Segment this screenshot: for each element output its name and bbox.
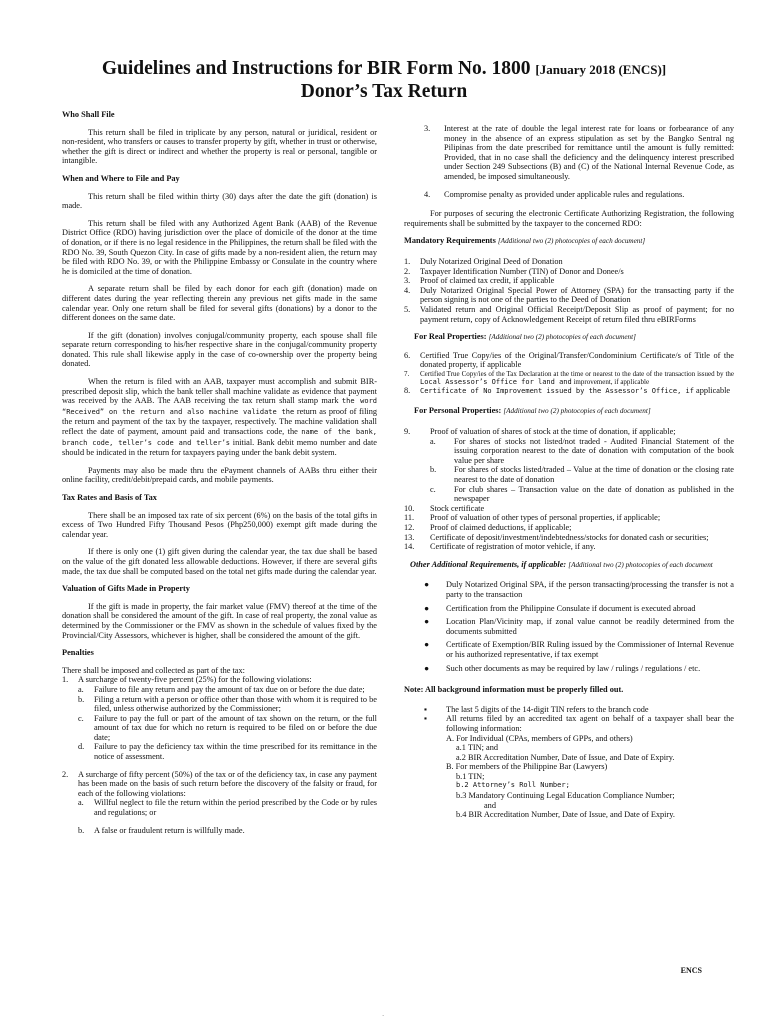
list-letter: a. [78, 798, 84, 808]
bullet-icon: ● [424, 663, 430, 673]
list-letter: c. [78, 713, 84, 723]
list-number: 6. [404, 350, 411, 360]
list-item [404, 190, 734, 200]
list-text [420, 370, 734, 386]
list-item [404, 465, 734, 484]
agent-lawyer-and: and [484, 800, 496, 810]
list-item [404, 533, 734, 543]
section-other-requirements [404, 560, 734, 571]
list-item [404, 267, 734, 277]
list-item [62, 742, 377, 761]
list-number: 4. [424, 189, 431, 199]
bullet-icon: ● [424, 603, 430, 613]
agent-lawyer-mcle: b.3 Mandatory Continuing Legal Education Compliance Number; [456, 791, 675, 801]
list-item [404, 276, 734, 286]
list-text: Taxpayer Identification Number (TIN) of Donor and Donee/s [420, 266, 624, 276]
paragraph: This return shall be filed in triplicate by any person, natural or juridical, resident or non-resident, who transfers or causes to transfer property by gift, whether in trust or otherwise, whether the gift is direct or indirect and whether the property is real or personal, tangible or intangible. [62, 127, 377, 166]
list-item [404, 351, 734, 370]
text-run: improvement, if applicable [573, 377, 650, 386]
list-text: Certificate of Exemption/BIR Ruling issued by the Commissioner of Internal Revenue or his authorized representative, if tax exempt [446, 640, 734, 659]
heading-note: [Additional two (2) photocopies of each document] [488, 333, 636, 342]
footer-code: ENCS [680, 966, 702, 975]
list-text [420, 386, 734, 397]
document-title [30, 58, 738, 103]
list-item [62, 826, 377, 836]
list-text: Such other documents as may be required by law / rulings / regulations / etc. [446, 663, 701, 673]
heading-text: Mandatory Requirements [404, 236, 496, 246]
list-item [404, 305, 734, 324]
list-item [404, 257, 734, 267]
list-item [62, 714, 377, 743]
agent-lawyer-accreditation: b.4 BIR Accreditation Number, Date of Issue, and Date of Expiry. [456, 810, 675, 820]
left-column [62, 110, 377, 835]
list-item [404, 427, 734, 437]
list-number: 4. [404, 285, 411, 295]
list-item [404, 286, 734, 305]
list-letter: c. [430, 484, 436, 494]
text-run: When the return is filed with an AAB, taxpayer must accomplish and submit BIR-prescribed deposit slip, which the bank teller shall machine validate as evidence that payment was received by the AAB. The AAB receiving the tax return shall stamp mark [62, 377, 377, 406]
section-mandatory [404, 236, 734, 247]
list-text: For shares of stocks not listed/not traded - Audited Financial Statement of the issuing corporation nearest to the date of donation with computation of the book value per share [454, 436, 734, 465]
list-text: Duly Notarized Original Deed of Donation [420, 256, 563, 266]
list-number: 10. [404, 503, 415, 513]
text-run: Local Assessor’s Office for land and [420, 377, 572, 386]
list-item [404, 437, 734, 466]
list-letter: b. [78, 825, 85, 835]
list-letter: b. [430, 465, 437, 475]
section-tax-rates: Tax Rates and Basis of Tax [62, 493, 157, 502]
list-number: 9. [404, 427, 411, 437]
list-text: Validated return and Original Official Receipt/Deposit Slip as proof of payment; for no payment return, copy of Acknowledgement Receipt of return filed thru eBIRForms [420, 304, 734, 324]
paragraph: For purposes of securing the electronic Certificate Authorizing Registration, the following requirements shall be submitted by the taxpayer to the concerned RDO: [404, 209, 734, 228]
list-text: Proof of claimed deductions, if applicable; [430, 523, 572, 532]
list-text: Failure to pay the full or part of the amount of tax shown on the return, or the full amount of tax due for which no return is required to be filed on or before the due date; [94, 713, 377, 742]
list-item [404, 580, 734, 599]
list-text: A false or fraudulent return is willfully made. [94, 825, 245, 835]
list-number: 14. [404, 542, 415, 552]
title-subtitle: Donor’s Tax Return [300, 81, 468, 102]
list-number: 11. [404, 513, 415, 523]
list-item [404, 370, 734, 386]
list-item [404, 504, 734, 514]
bullet-icon: ● [424, 617, 430, 627]
bullet-icon: ▪ [424, 704, 427, 714]
list-text: Stock certificate [430, 503, 485, 513]
text-run: initial. Bank debit memo number and date should be indicated in the return for taxpayers paying under the bank debit system. [62, 437, 377, 458]
section-real-properties [404, 332, 734, 343]
list-item [62, 798, 377, 817]
list-letter: a. [430, 436, 436, 446]
list-item [404, 664, 734, 674]
list-number: 3. [404, 276, 411, 286]
list-letter: a. [78, 684, 84, 694]
agent-individual-tin: a.1 TIN; and [456, 743, 499, 753]
text-run: the word “Received” on the return and also machine validate the [62, 397, 377, 416]
list-number: 8. [404, 385, 411, 395]
heading-note: [Additional two (2) photocopies of each document] [503, 407, 651, 416]
section-who-shall-file: Who Shall File [62, 110, 115, 119]
list-text: Certificate of registration of motor vehicle, if any. [430, 542, 596, 552]
list-text: Failure to pay the deficiency tax within the time prescribed for its remittance in the notice of assessment. [94, 742, 377, 762]
bullet-icon: ● [424, 640, 430, 650]
paragraph [62, 377, 377, 458]
section-personal-properties [404, 406, 734, 417]
list-text: The last 5 digits of the 14-digit TIN refers to the branch code [446, 704, 649, 714]
list-number: 7. [404, 369, 410, 378]
list-number: 1. [62, 675, 69, 685]
agent-individual-accreditation: a.2 BIR Accreditation Number, Date of Issue, and Date of Expiry. [456, 752, 675, 762]
list-item [404, 124, 734, 182]
list-item [404, 513, 734, 523]
list-number: 12. [404, 523, 415, 532]
paragraph: A separate return shall be filed by each donor for each gift (donation) made on different dates during the year reflecting therein any previous net gifts made in the same calendar year. Only one return shall be filed for several gifts (donations) by a donor to the different donees on the same date. [62, 284, 377, 323]
heading-text: For Real Properties: [414, 332, 487, 342]
list-text: Failure to file any return and pay the amount of tax due on or before the due date; [94, 684, 365, 694]
agent-individual: A. For Individual (CPAs, members of GPPs, and others) [446, 733, 633, 743]
list-letter: b. [78, 694, 85, 704]
paragraph: This return shall be filed with any Authorized Agent Bank (AAB) of the Revenue District Office (RDO) having jurisdiction over the place of domicile of the donor at the time of donation, or if there is no legal residence in the Philippines, the return shall be filed with the RDO No. 39, South Quezon City. In case of gifts made by a non-resident alien, the return may be filed with RDO No. 39, or with the Philippine Embassy or Consulate in the country where he is domiciled at the time of donation. [62, 218, 377, 276]
list-number: 1. [404, 256, 411, 266]
list-text: Duly Notarized Original Special Power of Attorney (SPA) for the transacting party if the person signing is not one of the parties to the Deed of Donation [420, 285, 734, 305]
heading-note: [Additional two (2) photocopies of each document [568, 560, 713, 569]
agent-lawyer-roll: b.2 Attorney’s Roll Number; [456, 781, 570, 790]
paragraph: There shall be an imposed tax rate of six percent (6%) on the basis of the total gifts in excess of Two Hundred Fifty Thousand Pesos (Php250,000) exempt gift made during the calendar year. [62, 510, 377, 539]
agent-lawyer: B. For members of the Philippine Bar (Lawyers) [446, 762, 608, 772]
list-item [404, 523, 734, 533]
text-run: return as proof of filing the return and payment of the tax by the taxpayer, respectively. The machine validation shall reflect the date of payment, amount paid and transactions code, the [62, 406, 377, 437]
list-text: Location Plan/Vicinity map, if zonal value cannot be readily determined from the documents submitted [446, 617, 734, 636]
heading-text: Other Additional Requirements, if applicable: [410, 559, 567, 569]
list-text: Filing a return with a person or office other than those with whom it is required to be filed, unless otherwise authorized by the Commissioner; [94, 694, 377, 714]
paragraph: If there is only one (1) gift given during the calendar year, the tax due shall be based on the value of the gift donated less allowable deductions. However, if there are several gifts made, the tax due shall be computed based on the total net gifts made during the calendar year. [62, 547, 377, 576]
list-text: Duly Notarized Original SPA, if the person transacting/processing the transfer is not a party to the transaction [446, 580, 734, 599]
list-text: Compromise penalty as provided under applicable rules and regulations. [444, 189, 685, 199]
bullet-icon: ● [424, 580, 430, 590]
paragraph: If the gift is made in property, the fair market value (FMV) thereof at the time of the donation shall be considered the amount of the gift. In case of real property, the zonal value as determined by the Commissioner or the FMV as shown in the schedule of values fixed by the Provincial/City Assessors, whichever is higher, shall be considered the amount of the gift. [62, 601, 377, 640]
list-number: 2. [62, 769, 69, 779]
list-item [62, 685, 377, 695]
list-number: 3. [424, 124, 431, 133]
list-text: Certification from the Philippine Consulate if document is executed abroad [446, 603, 696, 613]
list-item [62, 770, 377, 799]
right-column [404, 124, 734, 820]
list-item [404, 714, 734, 733]
agent-lawyer-tin: b.1 TIN; [456, 771, 485, 781]
list-text: Interest at the rate of double the legal interest rate for loans or forbearance of any money in the absence of an express stipulation as set by the Bangko Sentral ng Pilipinas from the date prescribed for remittance until the amount is fully remitted: Provided, that in no case shall the deficiency and the delinquency interest prescribed under Section 249 Subsections (B) and (C) of the National Internal Revenue Code, as amended, be imposed simultaneously. [444, 124, 734, 181]
list-text: A surcharge of fifty percent (50%) of the tax or of the deficiency tax, in case any payment has been made on the basis of such return before the discovery of the falsity or fraud, for each of the following violations: [78, 769, 377, 798]
text-run: There shall be imposed and collected as part of the tax: [62, 665, 245, 675]
list-text: Certificate of deposit/investment/indebtedness/stocks for donated cash or securities; [430, 532, 709, 542]
list-item [404, 386, 734, 397]
section-when-where: When and Where to File and Pay [62, 173, 180, 183]
paragraph: This return shall be filed within thirty (30) days after the date the gift (donation) is made. [62, 191, 377, 211]
list-item [404, 485, 734, 504]
background-note: Note: All background information must be properly filled out. [404, 685, 624, 695]
paragraph: Payments may also be made thru the ePayment channels of AABs thru either their online facility, credit/debit/prepaid cards, and mobile payments. [62, 465, 377, 485]
text-run: applicable [696, 385, 731, 395]
list-item [404, 705, 734, 715]
list-letter: d. [78, 742, 85, 752]
penalties-intro [62, 666, 377, 676]
title-version: [January 2018 (ENCS)] [535, 62, 667, 77]
text-run: Certified True Copy/ies of the Tax Declaration at the time or nearest to the date of the transaction issued by the [420, 369, 734, 378]
list-item [404, 617, 734, 636]
text-run: Certificate of No Improvement issued by the Assessor’s Office, if [420, 386, 694, 395]
list-text: Proof of valuation of shares of stock at the time of donation, if applicable; [430, 427, 676, 437]
list-text: Willful neglect to file the return within the period prescribed by the Code or by rules and regulations; or [94, 798, 377, 818]
text-run: name of the bank, branch code, teller’s code and teller’s [62, 428, 378, 447]
list-text: A surcharge of twenty-five percent (25%) for the following violations: [78, 675, 312, 685]
list-item [404, 542, 734, 552]
list-number: 13. [404, 532, 415, 542]
list-text: For shares of stocks listed/traded – Value at the time of donation or the closing rate nearest to the date of donation [454, 465, 734, 485]
footer-mark: ` [382, 1014, 385, 1022]
list-number: 2. [404, 266, 411, 276]
list-text: All returns filed by an accredited tax agent on behalf of a taxpayer shall bear the following information: [446, 714, 734, 733]
list-item [62, 695, 377, 714]
list-text: Proof of claimed tax credit, if applicable [420, 276, 555, 286]
list-text: Certified True Copy/ies of the Original/Transfer/Condominium Certificate/s of Title of the donated property, if applicable [420, 350, 734, 370]
list-number: 5. [404, 304, 411, 314]
section-valuation: Valuation of Gifts Made in Property [62, 584, 190, 594]
bullet-icon: ▪ [424, 714, 427, 724]
list-item [404, 604, 734, 614]
paragraph: If the gift (donation) involves conjugal/community property, each spouse shall file separate return corresponding to his/her respective share in the conjugal/community property donated. This rule shall likewise apply in the case of co-ownership over the property being donated. [62, 330, 377, 369]
list-text: For club shares – Transaction value on the date of donation as published in the newspaper [454, 484, 734, 504]
title-main: Guidelines and Instructions for BIR Form No. 1800 [101, 58, 531, 79]
list-item [62, 675, 377, 685]
list-text: Proof of valuation of other types of personal properties, if applicable; [430, 513, 661, 523]
list-item [404, 640, 734, 659]
section-penalties: Penalties [62, 648, 94, 658]
heading-note: [Additional two (2) photocopies of each document] [497, 237, 646, 246]
heading-text: For Personal Properties: [414, 406, 502, 416]
